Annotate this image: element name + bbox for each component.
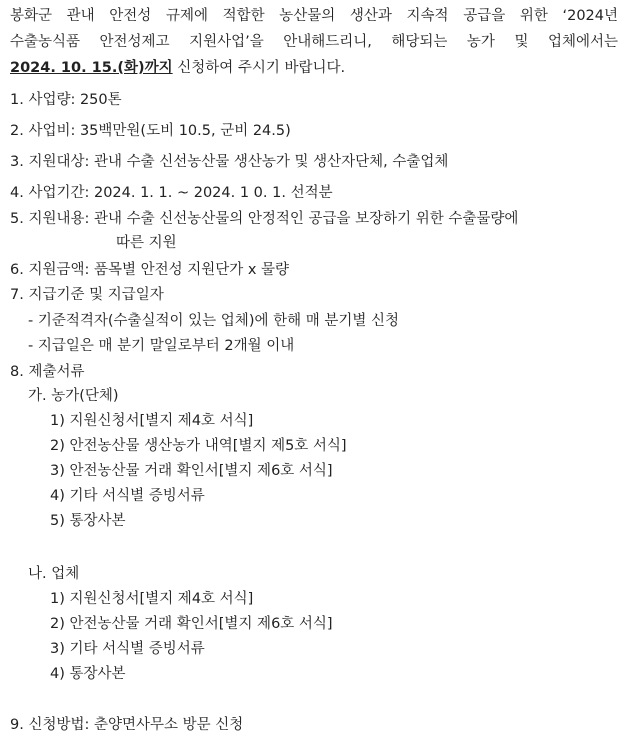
docs-company-1: 1) 지원신청서[별지 제4호 서식] bbox=[50, 591, 254, 607]
docs-farm-3: 3) 안전농산물 거래 확인서[별지 제6호 서식] bbox=[50, 463, 333, 479]
docs-company-3: 3) 기타 서식별 증빙서류 bbox=[50, 641, 205, 657]
item-7-sub-a: - 기준적격자(수출실적이 있는 업체)에 한해 매 분기별 신청 bbox=[28, 313, 399, 329]
deadline-date: 2024. 10. 15.(화)까지 bbox=[10, 60, 173, 76]
item-5-content-cont: 따른 지원 bbox=[116, 235, 177, 251]
intro-line-3 bbox=[10, 58, 618, 78]
item-7-criteria: 7. 지급기준 및 지급일자 bbox=[10, 287, 164, 303]
docs-farm-4: 4) 기타 서식별 증빙서류 bbox=[50, 488, 205, 504]
docs-farm-2: 2) 안전농산물 생산농가 내역[별지 제5호 서식] bbox=[50, 438, 347, 454]
item-5-content: 5. 지원내용: 관내 수출 신선농산물의 안정적인 공급을 보장하기 위한 수출물량에 bbox=[10, 211, 519, 227]
item-3-eligibility: 3. 지원대상: 관내 수출 신선농산물 생산농가 및 생산자단체, 수출업체 bbox=[10, 154, 449, 170]
docs-farm-1: 1) 지원신청서[별지 제4호 서식] bbox=[50, 413, 254, 429]
intro-line-3-rest: 신청하여 주시기 바랍니다. bbox=[172, 60, 346, 76]
item-7-sub-b: - 지급일은 매 분기 말일로부터 2개월 이내 bbox=[28, 338, 295, 354]
item-2-budget: 2. 사업비: 35백만원(도비 10.5, 군비 24.5) bbox=[10, 123, 291, 139]
docs-farm-heading: 가. 농가(단체) bbox=[28, 388, 119, 404]
item-4-period: 4. 사업기간: 2024. 1. 1. ~ 2024. 1 0. 1. 선적분 bbox=[10, 185, 333, 201]
item-6-amount: 6. 지원금액: 품목별 안전성 지원단가 x 물량 bbox=[10, 262, 290, 278]
item-1-quantity: 1. 사업량: 250톤 bbox=[10, 92, 122, 108]
intro-line-1: 봉화군 관내 안전성 규제에 적합한 농산물의 생산과 지속적 공급을 위한 ‘2024년 bbox=[10, 8, 618, 24]
docs-company-heading: 나. 업체 bbox=[28, 566, 80, 582]
intro-line-2: 수출농식품 안전성제고 지원사업’을 안내해드리니, 해당되는 농가 및 업체에서는 bbox=[10, 34, 618, 50]
docs-company-2: 2) 안전농산물 거래 확인서[별지 제6호 서식] bbox=[50, 616, 333, 632]
docs-farm-5: 5) 통장사본 bbox=[50, 513, 126, 529]
item-8-documents: 8. 제출서류 bbox=[10, 364, 85, 380]
docs-company-4: 4) 통장사본 bbox=[50, 666, 126, 682]
item-9-method: 9. 신청방법: 춘양면사무소 방문 신청 bbox=[10, 717, 244, 733]
